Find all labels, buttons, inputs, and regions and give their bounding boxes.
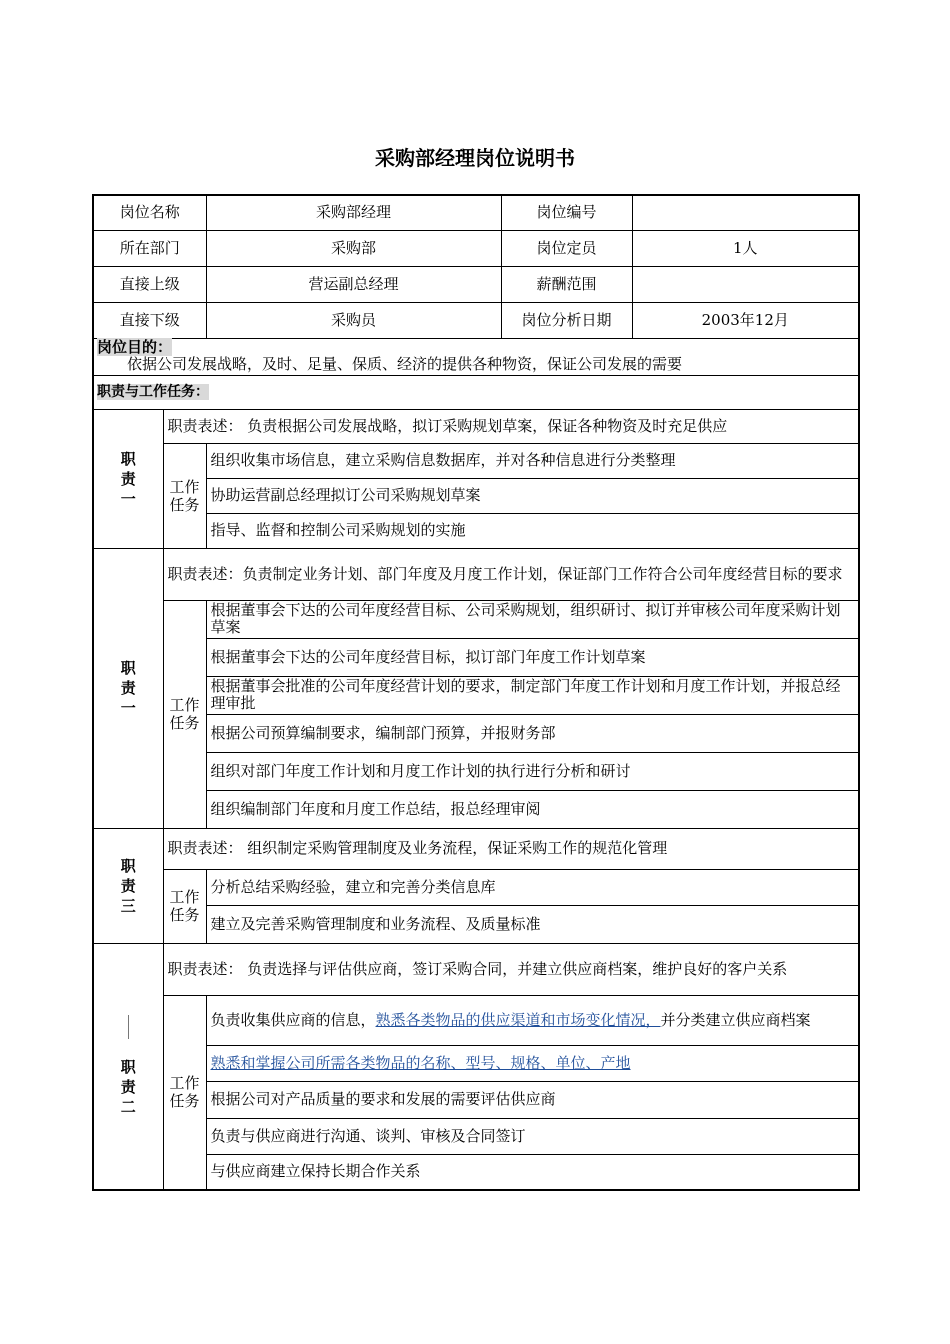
task-row xyxy=(93,905,859,943)
duty-name xyxy=(93,828,163,943)
task-label xyxy=(163,600,206,828)
task-item: 分析总结采购经验，建立和完善分类信息库 xyxy=(206,869,859,905)
task-row xyxy=(93,752,859,790)
duty-description: 职责表述： 负责选择与评估供应商，签订采购合同，并建立供应商档案，维护良好的客户关系 xyxy=(163,943,859,995)
task-item: 负责与供应商进行沟通、谈判、审核及合同签订 xyxy=(206,1118,859,1154)
task-row xyxy=(93,513,859,548)
task-item: 根据董事会下达的公司年度经营目标，拟订部门年度工作计划草案 xyxy=(206,638,859,676)
task-label xyxy=(163,869,206,943)
purpose-text: 依据公司发展战略，及时、足量、保质、经济的提供各种物资，保证公司发展的需要 xyxy=(127,354,683,373)
task-text: 并分类建立供应商档案 xyxy=(660,1011,811,1029)
task-row xyxy=(93,1118,859,1154)
document-title: 采购部经理岗位说明书 xyxy=(375,146,575,170)
duty-name-text: 职责一 xyxy=(120,449,136,508)
duties-header-row xyxy=(93,375,859,409)
task-row xyxy=(93,1154,859,1190)
task-row xyxy=(93,790,859,828)
task-item: 根据公司预算编制要求，编制部门预算，并报财务部 xyxy=(206,714,859,752)
info-label: 直接下级 xyxy=(93,302,206,338)
info-value: 采购部经理 xyxy=(206,195,501,230)
info-label: 岗位编号 xyxy=(501,195,632,230)
duty-name xyxy=(93,409,163,548)
task-row xyxy=(93,676,859,714)
duty-description-row xyxy=(93,943,859,995)
info-row xyxy=(93,266,859,302)
duty-description: 职责表述： 组织制定采购管理制度及业务流程，保证采购工作的规范化管理 xyxy=(163,828,859,869)
info-label: 岗位定员 xyxy=(501,230,632,266)
duty-description: 职责表述：负责制定业务计划、部门年度及月度工作计划，保证部门工作符合公司年度经营目标的要求 xyxy=(163,548,859,600)
job-description-table xyxy=(92,194,860,1191)
task-item: 组织编制部门年度和月度工作总结，报总经理审阅 xyxy=(206,790,859,828)
task-row xyxy=(93,869,859,905)
task-row xyxy=(93,714,859,752)
duty-name xyxy=(93,548,163,828)
info-label: 薪酬范围 xyxy=(501,266,632,302)
task-row xyxy=(93,443,859,478)
task-item: 建立及完善采购管理制度和业务流程、及质量标准 xyxy=(206,905,859,943)
info-row xyxy=(93,302,859,338)
task-item: 根据董事会下达的公司年度经营目标、公司采购规划，组织研讨、拟订并审核公司年度采购计划草案 xyxy=(206,600,859,638)
task-label-text: 工作任务 xyxy=(169,1074,200,1111)
task-row xyxy=(93,638,859,676)
task-item: 组织对部门年度工作计划和月度工作计划的执行进行分析和研讨 xyxy=(206,752,859,790)
info-label: 岗位分析日期 xyxy=(501,302,632,338)
task-row xyxy=(93,600,859,638)
vertical-rule xyxy=(128,1015,129,1039)
purpose-label: 岗位目的： xyxy=(97,337,173,356)
duty-name-text: 职责二 xyxy=(120,1058,136,1117)
task-text: 负责收集供应商的信息， xyxy=(210,1011,376,1029)
task-item: 根据公司对产品质量的要求和发展的需要评估供应商 xyxy=(206,1081,859,1118)
info-label: 所在部门 xyxy=(93,230,206,266)
task-label-text: 工作任务 xyxy=(169,477,200,514)
info-value: 1人 xyxy=(632,230,859,266)
task-item: 组织收集市场信息，建立采购信息数据库，并对各种信息进行分类整理 xyxy=(206,443,859,478)
duty-description-row xyxy=(93,828,859,869)
task-item: 与供应商建立保持长期合作关系 xyxy=(206,1154,859,1190)
duties-header: 职责与工作任务： xyxy=(97,383,209,400)
info-value xyxy=(632,266,859,302)
info-value xyxy=(632,195,859,230)
task-row xyxy=(93,1081,859,1118)
task-label-text: 工作任务 xyxy=(169,696,200,732)
task-row xyxy=(93,478,859,513)
info-label: 直接上级 xyxy=(93,266,206,302)
info-row xyxy=(93,230,859,266)
info-value: 营运副总经理 xyxy=(206,266,501,302)
task-label xyxy=(163,443,206,548)
info-label: 岗位名称 xyxy=(93,195,206,230)
info-value: 采购员 xyxy=(206,302,501,338)
purpose-row xyxy=(93,338,859,375)
task-label xyxy=(163,995,206,1190)
task-item xyxy=(206,995,859,1045)
info-row xyxy=(93,195,859,230)
duty-description-row xyxy=(93,409,859,443)
duty-description-row xyxy=(93,548,859,600)
task-item: 指导、监督和控制公司采购规划的实施 xyxy=(206,513,859,548)
task-link-text[interactable]: 熟悉和掌握公司所需各类物品的名称、型号、规格、单位、产地 xyxy=(210,1053,631,1072)
task-row xyxy=(93,1045,859,1081)
duty-description: 职责表述： 负责根据公司发展战略，拟订采购规划草案，保证各种物资及时充足供应 xyxy=(163,409,859,443)
duty-name-text: 职责一 xyxy=(120,659,136,717)
duty-name-text: 职责三 xyxy=(120,856,136,915)
info-value: 采购部 xyxy=(206,230,501,266)
duty-name xyxy=(93,943,163,1190)
task-item: 协助运营副总经理拟订公司采购规划草案 xyxy=(206,478,859,513)
task-link-text[interactable]: 熟悉各类物品的供应渠道和市场变化情况， xyxy=(375,1011,661,1029)
task-item xyxy=(206,1045,859,1081)
task-label-text: 工作任务 xyxy=(169,888,200,924)
task-item: 根据董事会批准的公司年度经营计划的要求，制定部门年度工作计划和月度工作计划，并报总经理审批 xyxy=(206,676,859,714)
task-row xyxy=(93,995,859,1045)
info-value: 2003年12月 xyxy=(632,302,859,338)
